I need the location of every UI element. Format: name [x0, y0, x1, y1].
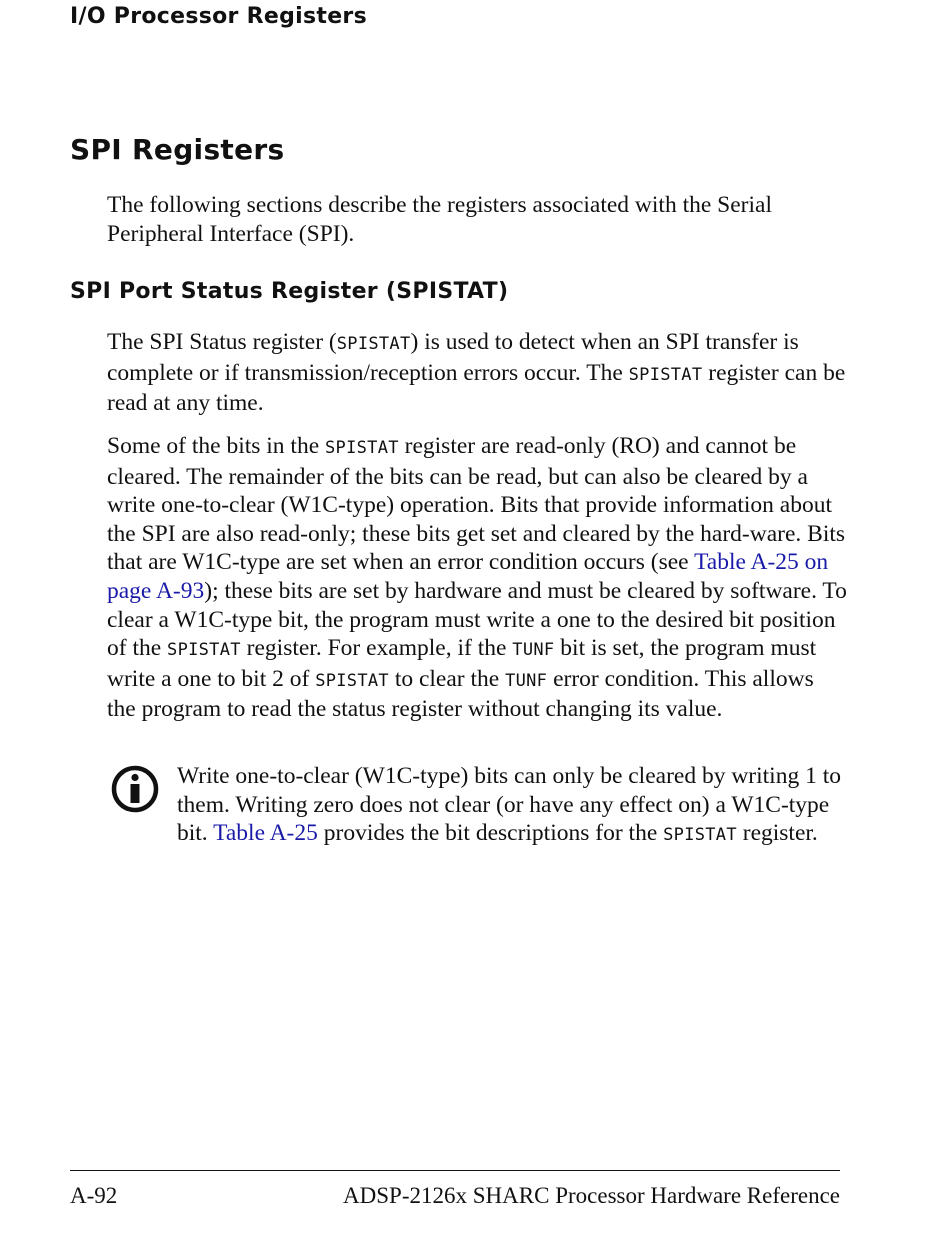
subsection-title: SPI Port Status Register (SPISTAT): [70, 279, 509, 304]
table-a25-page-link[interactable]: Table A-25 on page A-93: [107, 549, 829, 604]
register-name-code: SPISTAT: [167, 640, 241, 661]
text-run: to clear the: [388, 665, 506, 692]
section-intro-paragraph: The following sections describe the registers associated with the Serial Peripheral Interface (SPI).: [107, 192, 772, 247]
text-run: Some of the bits in the: [107, 433, 326, 459]
text-run: error condition. This allows the program to read the status register without changing its value.: [107, 665, 814, 723]
bit-name-code: TUNF: [505, 670, 548, 691]
register-name-code: SPISTAT: [336, 334, 411, 354]
section-title: SPI Registers: [70, 133, 285, 166]
text-run: provides the bit descriptions for the: [317, 820, 664, 847]
text-run: bit is set, the program must write a one to bit 2 of: [107, 635, 817, 692]
text-run: ); these bits are set by hardware and must be cleared by software. To clear a W1C-type bit, the program must write a one to the desired bit position of the: [107, 577, 847, 662]
book-title: ADSP-2126x SHARC Processor Hardware Reference: [343, 1183, 840, 1208]
text-run: ) is used to detect when an SPI transfer is complete or if transmission/reception errors occur. The: [107, 329, 799, 386]
register-name-code: SPISTAT: [315, 670, 389, 691]
register-name-code: SPISTAT: [325, 438, 399, 458]
register-name-code: SPISTAT: [663, 825, 737, 846]
text-run: register are read-only (RO) and cannot be cleared. The remainder of the bits can be read, but can also be cleared by a write one-to-clear (W1C-type) operation. Bits that provide information about the SPI are also read-only; these bits get set and cleared by the hard-ware. Bits that are W1C-type are set when an error condition occurs (see: [107, 433, 846, 576]
page-number: A-92: [70, 1183, 118, 1208]
running-header: I/O Processor Registers: [70, 4, 367, 29]
text-run: register. For example, if the: [240, 635, 513, 662]
footer-divider: [70, 1170, 840, 1171]
info-icon: [110, 764, 160, 814]
text-run: The SPI Status register (: [107, 329, 337, 355]
bit-name-code: TUNF: [512, 640, 555, 661]
text-run: Write one-to-clear (W1C-type) bits can only be cleared by writing 1 to them. Writing zero does not clear (or have any effect on) a W1C-type bit.: [177, 763, 841, 847]
register-name-code: SPISTAT: [628, 364, 703, 385]
spistat-description-paragraph: [107, 328, 847, 418]
text-run: register.: [736, 820, 818, 847]
text-run: register can be read at any time.: [107, 359, 846, 417]
table-a25-link[interactable]: Table A-25: [213, 820, 318, 847]
note-text: [177, 762, 847, 850]
w1c-bits-paragraph: [107, 432, 847, 724]
